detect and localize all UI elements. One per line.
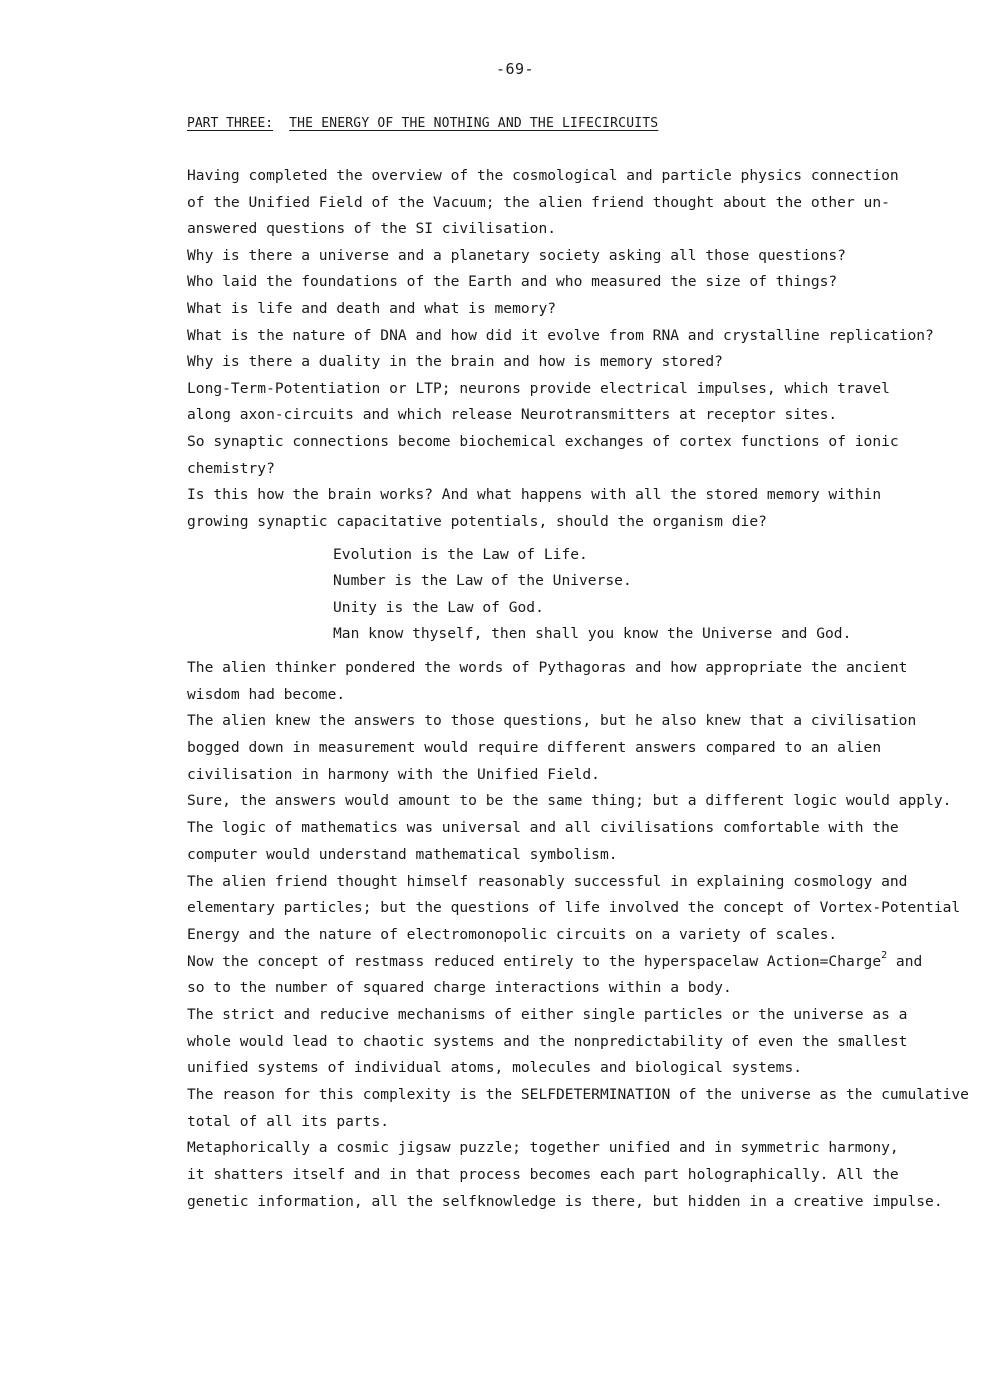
quote-line: Unity is the Law of God. [333,598,544,616]
section-heading [187,116,658,131]
restmass-line [187,949,977,976]
text-line: of the Unified Field of the Vacuum; the alien friend thought about the other un- [187,193,890,211]
text-line: Having completed the overview of the cosmological and particle physics connection [187,167,899,184]
text-line: Metaphorically a cosmic jigsaw puzzle; together unified and in symmetric harmony, [187,1139,899,1157]
text-line: unified systems of individual atoms, molecules and biological systems. [187,1059,803,1077]
quote-line: Number is the Law of the Universe. [333,572,632,590]
text-line: genetic information, all the selfknowledge is there, but hidden in a creative impulse. [187,1192,943,1210]
text-line: along axon-circuits and which release Neurotransmitters at receptor sites. [187,406,838,424]
text-line: Sure, the answers would amount to be the same thing; but a different logic would apply. [187,792,952,810]
text-line: whole would lead to chaotic systems and the nonpredictability of even the smallest [187,1032,908,1050]
text-line: civilisation in harmony with the Unified Field. [187,765,600,783]
text-line: growing synaptic capacitative potentials, should the organism die? [187,512,767,530]
text-line: bogged down in measurement would require different answers compared to an alien [187,739,882,757]
text-line: So synaptic connections become biochemical exchanges of cortex functions of ionic [187,432,899,450]
paragraph-answers [187,655,977,1215]
quote-line: Man know thyself, then shall you know the Universe and God. [333,625,852,643]
text-line: The alien thinker pondered the words of Pythagoras and how appropriate the ancient [187,659,908,676]
squared-exponent: 2 [881,949,888,961]
text-line: Who laid the foundations of the Earth and who measured the size of things? [187,273,838,291]
part-label: PART THREE: [187,116,274,131]
text-line: elementary particles; but the questions of life involved the concept of Vortex-Potential [187,899,961,917]
text-line: What is life and death and what is memory? [187,299,557,317]
restmass-text: Now the concept of restmass reduced entirely to the hyperspacelaw Action=Charge [187,952,882,970]
text-line: chemistry? [187,459,275,477]
text-line: computer would understand mathematical symbolism. [187,845,618,863]
restmass-text-end: and [887,952,923,970]
text-line: so to the number of squared charge interactions within a body. [187,979,732,997]
text-line: What is the nature of DNA and how did it evolve from RNA and crystalline replication? [187,326,934,344]
text-line: it shatters itself and in that process becomes each part holographically. All the [187,1166,899,1184]
quote-line: Evolution is the Law of Life. [333,546,588,563]
text-line: The alien knew the answers to those questions, but he also knew that a civilisation [187,712,917,730]
text-line: wisdom had become. [187,685,346,703]
page-number: -69- [495,60,535,78]
text-line: The alien friend thought himself reasonably successful in explaining cosmology and [187,872,908,890]
text-line: Energy and the nature of electromonopolic circuits on a variety of scales. [187,925,838,943]
text-line: total of all its parts. [187,1112,390,1130]
text-line: Why is there a duality in the brain and how is memory stored? [187,353,723,371]
text-line: Long-Term-Potentiation or LTP; neurons provide electrical impulses, which travel [187,379,890,397]
pythagoras-quote [333,542,933,648]
section-title: THE ENERGY OF THE NOTHING AND THE LIFECIRCUITS [289,116,659,131]
paragraph-questions [187,163,967,535]
text-line: The strict and reducive mechanisms of either single particles or the universe as a [187,1005,908,1023]
text-line: answered questions of the SI civilisation. [187,220,557,238]
text-line: The reason for this complexity is the SELFDETERMINATION of the universe as the cumulative [187,1086,969,1103]
text-line: Is this how the brain works? And what happens with all the stored memory within [187,486,882,504]
text-line: The logic of mathematics was universal and all civilisations comfortable with the [187,819,899,837]
text-line: Why is there a universe and a planetary society asking all those questions? [187,246,846,264]
